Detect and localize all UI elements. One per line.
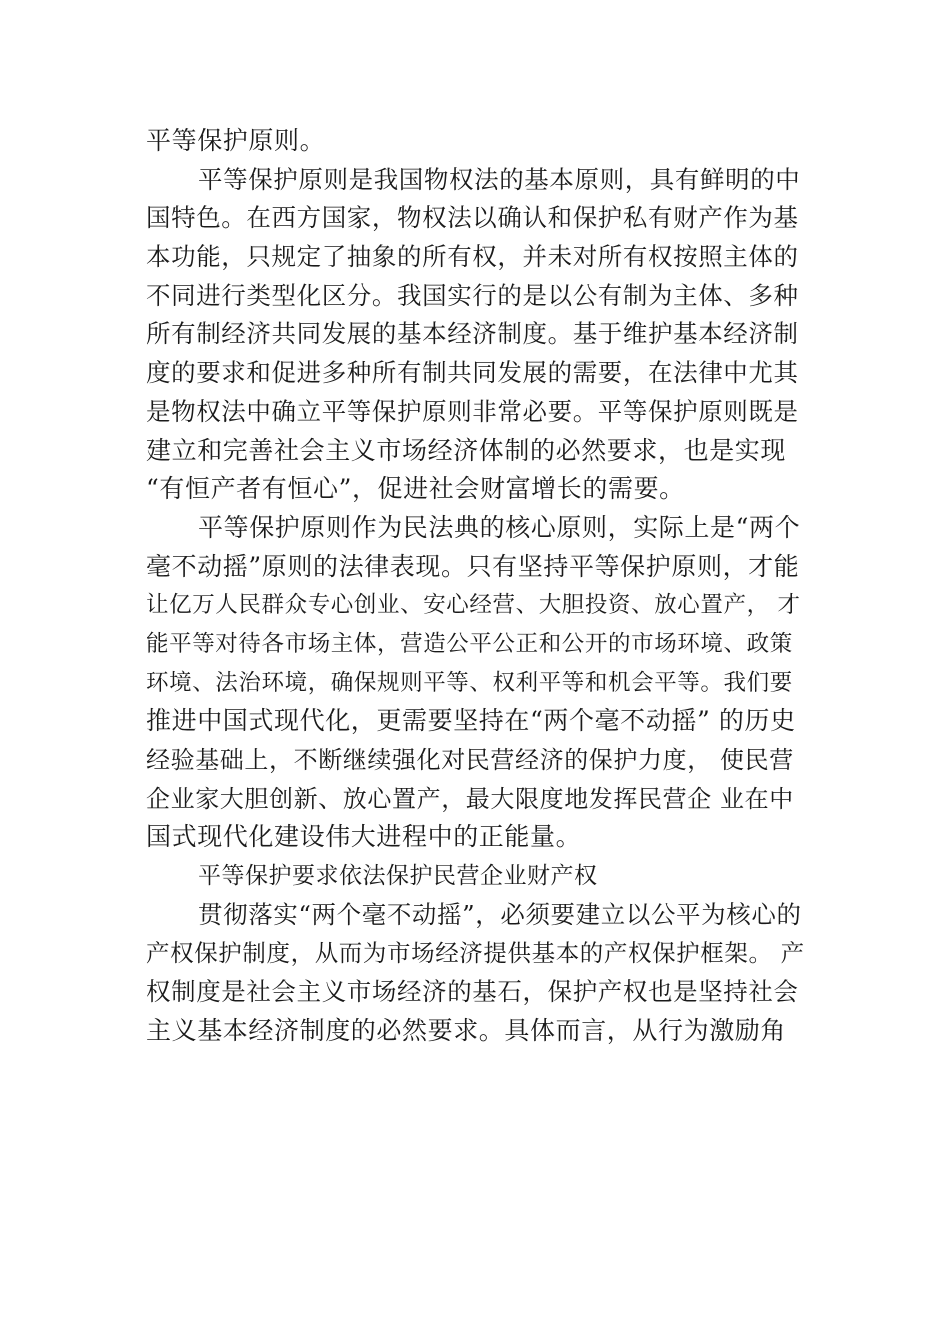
text-line: 产权保护制度，从而为市场经济提供基本的产权保护框架。 产: [146, 939, 805, 968]
text-line: “有恒产者有恒心”，促进社会财富增长的需要。: [146, 474, 685, 504]
text-line: 本功能，只规定了抽象的所有权，并未对所有权按照主体的: [146, 242, 799, 272]
text-line: 环境、法治环境，确保规则平等、权利平等和机会平等。我们要: [146, 669, 793, 696]
text-line: 贯彻落实“两个毫不动摇”，必须要建立以公平为核心的: [198, 899, 802, 929]
text-line: 平等保护原则作为民法典的核心原则，实际上是“两个: [198, 512, 801, 542]
text-line: 国式现代化建设伟大进程中的正能量。: [146, 822, 582, 852]
text-line: 毫不动摇”原则的法律表现。只有坚持平等保护原则，才能: [146, 551, 800, 581]
document-body: [146, 122, 806, 1051]
text-line: 经验基础上，不断继续强化对民营经济的保护力度， 使民营: [146, 746, 794, 774]
text-line: 主义基本经济制度的必然要求。具体而言，从行为激励角: [146, 1015, 787, 1045]
text-line: 度的要求和促进多种所有制共同发展的需要，在法律中尤其: [146, 358, 799, 388]
text-line: 是物权法中确立平等保护原则非常必要。平等保护原则既是: [146, 396, 799, 426]
text-line: 平等保护原则是我国物权法的基本原则，具有鲜明的中: [198, 164, 801, 194]
text-line: 推进中国式现代化，更需要坚持在“两个毫不动摇” 的历史: [146, 706, 796, 736]
text-line: 企业家大胆创新、放心置产，最大限度地发挥民营企 业在中: [146, 784, 794, 813]
text-line: 平等保护原则。: [146, 126, 326, 155]
text-line: 国特色。在西方国家，物权法以确认和保护私有财产作为基: [146, 203, 799, 233]
section-heading: 平等保护要求依法保护民营企业财产权: [198, 863, 598, 890]
text-line: 让亿万人民群众专心创业、安心经营、大胆投资、放心置产， 才: [146, 592, 801, 619]
text-line: 所有制经济共同发展的基本经济制度。基于维护基本经济制: [146, 319, 799, 349]
text-line: 权制度是社会主义市场经济的基石，保护产权也是坚持社会: [146, 977, 799, 1007]
text-line: 建立和完善社会主义市场经济体制的必然要求，也是实现: [146, 435, 787, 465]
text-line: 能平等对待各市场主体，营造公平公正和公开的市场环境、政策: [146, 630, 793, 657]
text-line: 不同进行类型化区分。我国实行的是以公有制为主体、多种: [146, 280, 799, 310]
